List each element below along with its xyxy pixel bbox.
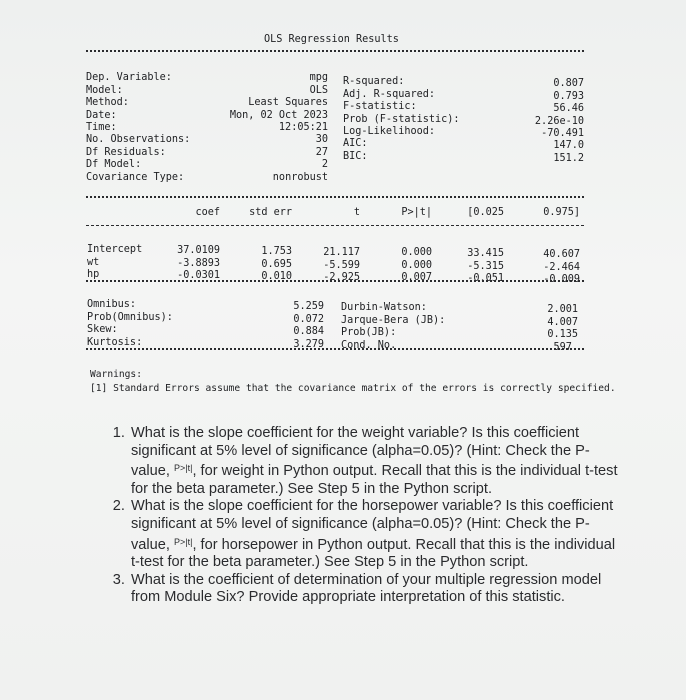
summary-label: Covariance Type: — [86, 171, 185, 183]
diagnostic-label: Cond. No. — [341, 339, 397, 351]
coef-cell: -0.009 — [543, 274, 580, 286]
std-err-column — [222, 234, 292, 296]
summary-label: AIC: — [343, 138, 368, 150]
diagnostic-value: 4.007 — [547, 316, 578, 328]
coef-cell: 0.695 — [261, 258, 292, 270]
summary-label: Df Residuals: — [86, 146, 166, 158]
p-value-label: P>|t| — [174, 463, 193, 474]
coef-cell: 0.010 — [261, 271, 292, 283]
question-text: What is the slope coefficient for the weight variable? Is this coefficient significant at 5% level of significance (alpha=0.05)? (Hint: Check the P-value, — [131, 425, 590, 480]
summary-right-labels — [343, 64, 460, 176]
summary-label: Adj. R-squared: — [343, 88, 436, 100]
coef-header: coef — [195, 207, 220, 218]
coef-cell: -5.599 — [323, 259, 360, 271]
summary-value: 147.0 — [553, 140, 584, 152]
question-item — [129, 572, 627, 607]
coef-cell: -2.925 — [323, 272, 360, 284]
coef-cell: -5.315 — [467, 260, 504, 272]
separator-top — [86, 50, 584, 52]
coef-cell: -0.0301 — [177, 270, 220, 282]
p-value-label: P>|t| — [174, 536, 193, 547]
warnings-heading: Warnings: — [90, 369, 142, 380]
coef-cell: -2.464 — [543, 261, 580, 273]
diagnostic-label: Omnibus: — [87, 299, 137, 311]
question-text: What is the coefficient of determination of your multiple regression model from Module Six? Provide appropriate interpretation of this statistic. — [131, 571, 602, 606]
summary-left-values — [200, 60, 328, 196]
summary-value: nonrobust — [272, 171, 328, 183]
coef-cell: 21.117 — [323, 247, 360, 259]
summary-label: Date: — [86, 109, 117, 121]
summary-value: 0.807 — [553, 78, 584, 90]
ci-lower-column — [434, 236, 504, 298]
separator-coef-header — [86, 225, 584, 226]
summary-value: 2 — [321, 159, 328, 171]
coef-cell: -3.8893 — [177, 257, 220, 269]
summary-label: Prob (F-statistic): — [343, 113, 460, 125]
coef-cell: 1.753 — [261, 246, 292, 258]
summary-label: No. Observations: — [86, 134, 191, 146]
p-value-column — [362, 235, 432, 297]
coef-header: 0.975] — [543, 207, 580, 218]
summary-value: Mon, 02 Oct 2023 — [229, 109, 328, 121]
diagnostic-label: Durbin-Watson: — [341, 302, 427, 314]
summary-label: Method: — [86, 97, 129, 109]
question-item — [129, 425, 627, 498]
coef-cell: 0.000 — [401, 259, 432, 271]
coef-header: P>|t| — [401, 207, 432, 218]
questions-list — [107, 425, 627, 607]
summary-value: OLS — [309, 84, 328, 96]
summary-label: Dep. Variable: — [86, 72, 172, 84]
summary-value: 0.793 — [553, 90, 584, 102]
coef-cell: 40.607 — [543, 249, 580, 261]
summary-left-labels — [86, 60, 190, 196]
coef-cell: 0.000 — [401, 247, 432, 259]
coef-cell: 37.0109 — [177, 245, 220, 257]
summary-value: 12:05:21 — [278, 122, 328, 134]
coef-row-name: hp — [87, 269, 100, 281]
ci-upper-column — [506, 237, 580, 299]
summary-label: Model: — [86, 84, 123, 96]
warnings-text: [1] Standard Errors assume that the covariance matrix of the errors is correctly specified. — [90, 383, 616, 394]
coef-header: [0.025 — [467, 207, 504, 218]
coef-header: t — [353, 207, 360, 218]
summary-label: F-statistic: — [343, 101, 417, 113]
summary-label: Log-Likelihood: — [343, 126, 436, 138]
summary-value: -70.491 — [541, 128, 584, 140]
t-column — [294, 235, 360, 297]
summary-label: Df Model: — [86, 159, 142, 171]
diagnostics-left-values — [262, 289, 324, 363]
diagnostics-right-labels — [341, 290, 445, 364]
coef-cell: 0.007 — [401, 272, 432, 284]
diagnostic-label: Prob(Omnibus): — [87, 311, 173, 323]
question-item — [129, 498, 627, 571]
summary-label: Time: — [86, 122, 117, 134]
coef-cell: 33.415 — [467, 248, 504, 260]
question-text: What is the slope coefficient for the horsepower variable? Is this coefficient significant at 5% level of significance (alpha=0.05)? (Hint: Check the P-value, — [131, 498, 614, 553]
summary-label: BIC: — [343, 150, 368, 162]
diagnostic-label: Kurtosis: — [87, 336, 143, 348]
separator-bottom — [86, 348, 584, 350]
diagnostics-left-labels — [87, 287, 173, 361]
coef-cell: -0.051 — [467, 273, 504, 285]
summary-value: 151.2 — [553, 152, 584, 164]
results-title: OLS Regression Results — [264, 34, 399, 45]
diagnostic-label: Prob(JB): — [341, 327, 397, 339]
summary-value: 30 — [315, 134, 328, 146]
diagnostic-value: 0.884 — [293, 326, 324, 338]
diagnostic-label: Jarque-Bera (JB): — [341, 314, 446, 326]
question-text: , for weight in Python output. Recall that this is the individual t-test for the beta parameter.) See Step 5 in the Python script. — [131, 463, 618, 497]
summary-value: 27 — [315, 146, 328, 158]
diagnostic-label: Skew: — [87, 324, 118, 336]
summary-value: Least Squares — [248, 97, 328, 109]
diagnostics-right-values — [500, 292, 578, 366]
summary-value: 56.46 — [553, 103, 584, 115]
coef-row-name: wt — [87, 256, 100, 268]
summary-label: R-squared: — [343, 76, 405, 88]
coef-header: std err — [249, 207, 292, 218]
coef-row-names — [87, 232, 142, 294]
coef-row-name: Intercept — [87, 244, 143, 256]
diagnostic-value: 0.072 — [293, 313, 324, 325]
summary-value: 2.26e-10 — [534, 115, 584, 127]
question-text: , for horsepower in Python output. Recall that this is the individual t-test for the beta parameter.) See Step 5 in the Python script. — [131, 536, 616, 571]
diagnostic-value: 5.259 — [293, 301, 324, 313]
separator-summary — [86, 196, 584, 198]
diagnostic-value: 2.001 — [547, 304, 578, 316]
diagnostic-value: 3.279 — [293, 338, 324, 350]
separator-coef — [86, 280, 584, 282]
diagnostic-value: 597. — [553, 341, 578, 353]
coef-column — [150, 233, 220, 295]
summary-right-values — [480, 66, 584, 178]
diagnostic-value: 0.135 — [547, 329, 578, 341]
summary-value: mpg — [309, 72, 328, 84]
